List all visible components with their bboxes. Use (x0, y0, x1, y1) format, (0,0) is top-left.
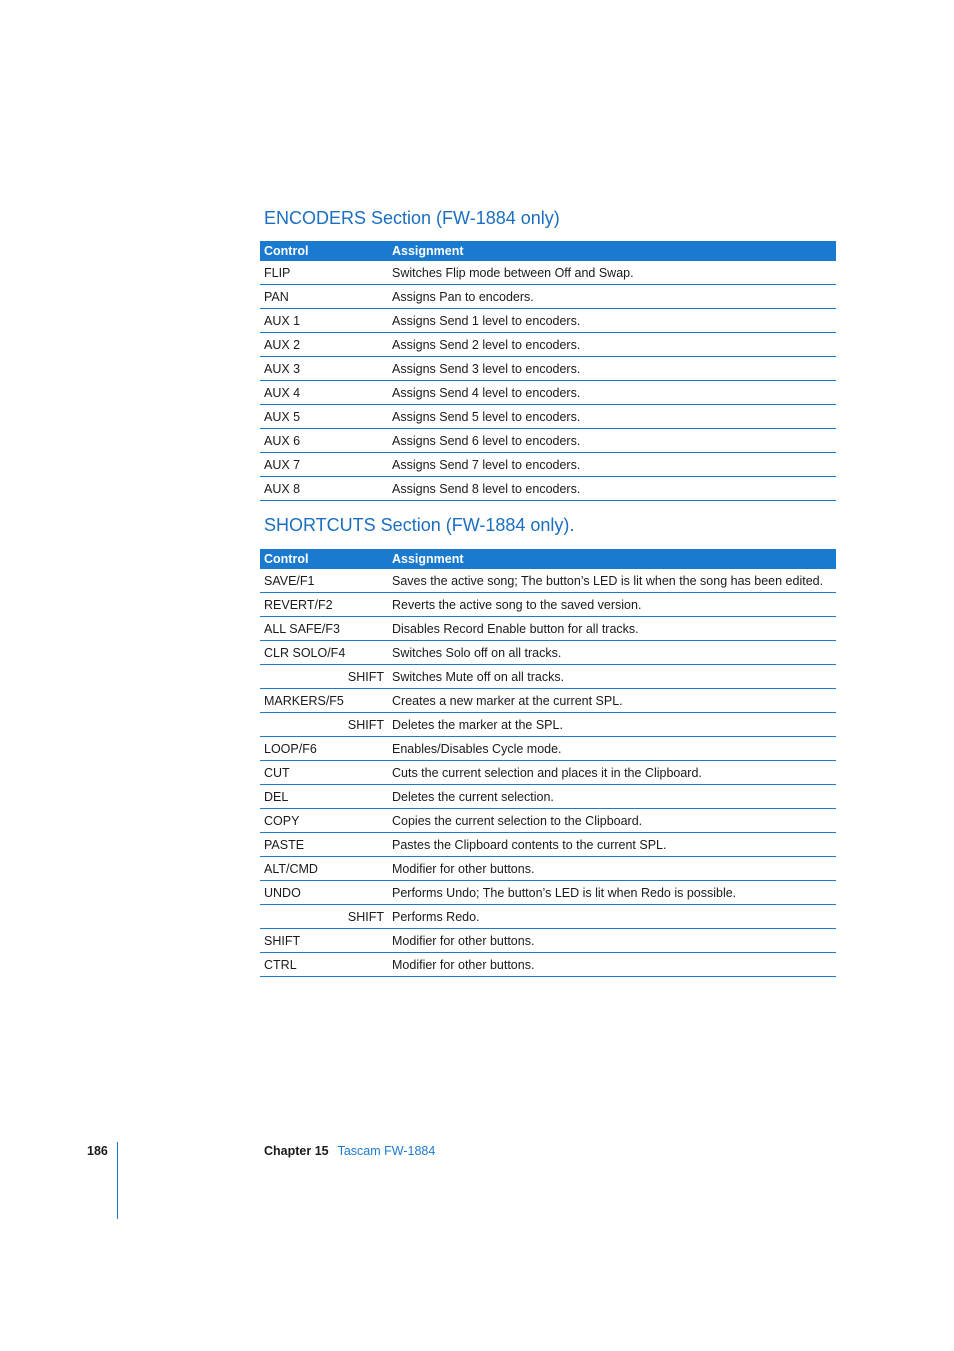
table-row (260, 929, 836, 953)
table-row (260, 309, 836, 333)
row-control: AUX 2 (260, 333, 388, 357)
row-control: UNDO (260, 881, 388, 905)
table-row (260, 381, 836, 405)
table-row (260, 809, 836, 833)
column-header-assignment: Assignment (388, 549, 836, 569)
encoders-table (260, 241, 836, 501)
row-control: PASTE (260, 833, 388, 857)
table-header-row (260, 549, 836, 569)
row-control: FLIP (260, 261, 388, 285)
row-assignment: Assigns Send 7 level to encoders. (388, 453, 836, 477)
row-assignment: Reverts the active song to the saved version. (388, 593, 836, 617)
footer-divider (117, 1142, 118, 1219)
table-row (260, 593, 836, 617)
column-header-assignment: Assignment (388, 241, 836, 261)
table-row (260, 405, 836, 429)
table-row (260, 881, 836, 905)
row-control: COPY (260, 809, 388, 833)
row-assignment: Saves the active song; The button’s LED is lit when the song has been edited. (388, 569, 836, 593)
chapter-name: Tascam FW-1884 (337, 1144, 436, 1158)
row-control: AUX 8 (260, 477, 388, 501)
row-assignment: Performs Redo. (388, 905, 836, 929)
table-row (260, 689, 836, 713)
table-row (260, 569, 836, 593)
footer (264, 1144, 435, 1158)
row-control: PAN (260, 285, 388, 309)
table-row (260, 857, 836, 881)
chapter-label: Chapter 15 (264, 1144, 329, 1158)
row-assignment: Assigns Pan to encoders. (388, 285, 836, 309)
table-row (260, 477, 836, 501)
table-row (260, 737, 836, 761)
shortcuts-table (260, 549, 836, 977)
shortcuts-section-title: SHORTCUTS Section (FW-1884 only). (264, 515, 575, 535)
row-control: CTRL (260, 953, 388, 977)
table-row (260, 665, 836, 689)
table-row (260, 333, 836, 357)
table-row (260, 953, 836, 977)
row-control: SAVE/F1 (260, 569, 388, 593)
row-control: AUX 5 (260, 405, 388, 429)
row-assignment: Switches Flip mode between Off and Swap. (388, 261, 836, 285)
row-assignment: Modifier for other buttons. (388, 929, 836, 953)
row-control: AUX 1 (260, 309, 388, 333)
table-row (260, 261, 836, 285)
row-assignment: Pastes the Clipboard contents to the current SPL. (388, 833, 836, 857)
row-assignment: Assigns Send 4 level to encoders. (388, 381, 836, 405)
row-assignment: Performs Undo; The button’s LED is lit when Redo is possible. (388, 881, 836, 905)
table-row (260, 285, 836, 309)
row-control: REVERT/F2 (260, 593, 388, 617)
page-number: 186 (87, 1144, 108, 1158)
table-row (260, 833, 836, 857)
row-assignment: Creates a new marker at the current SPL. (388, 689, 836, 713)
row-modifier: SHIFT (260, 905, 388, 929)
row-assignment: Disables Record Enable button for all tracks. (388, 617, 836, 641)
table-row (260, 617, 836, 641)
row-assignment: Assigns Send 3 level to encoders. (388, 357, 836, 381)
row-assignment: Assigns Send 2 level to encoders. (388, 333, 836, 357)
row-assignment: Cuts the current selection and places it in the Clipboard. (388, 761, 836, 785)
table-row (260, 641, 836, 665)
column-header-control: Control (260, 241, 388, 261)
row-assignment: Deletes the current selection. (388, 785, 836, 809)
row-assignment: Switches Solo off on all tracks. (388, 641, 836, 665)
row-assignment: Assigns Send 8 level to encoders. (388, 477, 836, 501)
row-control: MARKERS/F5 (260, 689, 388, 713)
row-assignment: Assigns Send 5 level to encoders. (388, 405, 836, 429)
row-control: AUX 7 (260, 453, 388, 477)
table-header-row (260, 241, 836, 261)
row-control: CUT (260, 761, 388, 785)
encoders-section-title: ENCODERS Section (FW-1884 only) (264, 208, 560, 228)
row-assignment: Deletes the marker at the SPL. (388, 713, 836, 737)
table-row (260, 713, 836, 737)
row-control: SHIFT (260, 929, 388, 953)
row-control: AUX 6 (260, 429, 388, 453)
row-control: DEL (260, 785, 388, 809)
row-control: AUX 3 (260, 357, 388, 381)
row-assignment: Modifier for other buttons. (388, 857, 836, 881)
row-assignment: Assigns Send 1 level to encoders. (388, 309, 836, 333)
table-row (260, 785, 836, 809)
row-assignment: Switches Mute off on all tracks. (388, 665, 836, 689)
table-row (260, 357, 836, 381)
row-control: AUX 4 (260, 381, 388, 405)
row-assignment: Assigns Send 6 level to encoders. (388, 429, 836, 453)
column-header-control: Control (260, 549, 388, 569)
table-row (260, 761, 836, 785)
table-row (260, 905, 836, 929)
row-assignment: Enables/Disables Cycle mode. (388, 737, 836, 761)
table-row (260, 429, 836, 453)
row-modifier: SHIFT (260, 665, 388, 689)
row-modifier: SHIFT (260, 713, 388, 737)
row-control: LOOP/F6 (260, 737, 388, 761)
row-control: ALL SAFE/F3 (260, 617, 388, 641)
row-control: CLR SOLO/F4 (260, 641, 388, 665)
row-assignment: Copies the current selection to the Clipboard. (388, 809, 836, 833)
row-assignment: Modifier for other buttons. (388, 953, 836, 977)
row-control: ALT/CMD (260, 857, 388, 881)
table-row (260, 453, 836, 477)
